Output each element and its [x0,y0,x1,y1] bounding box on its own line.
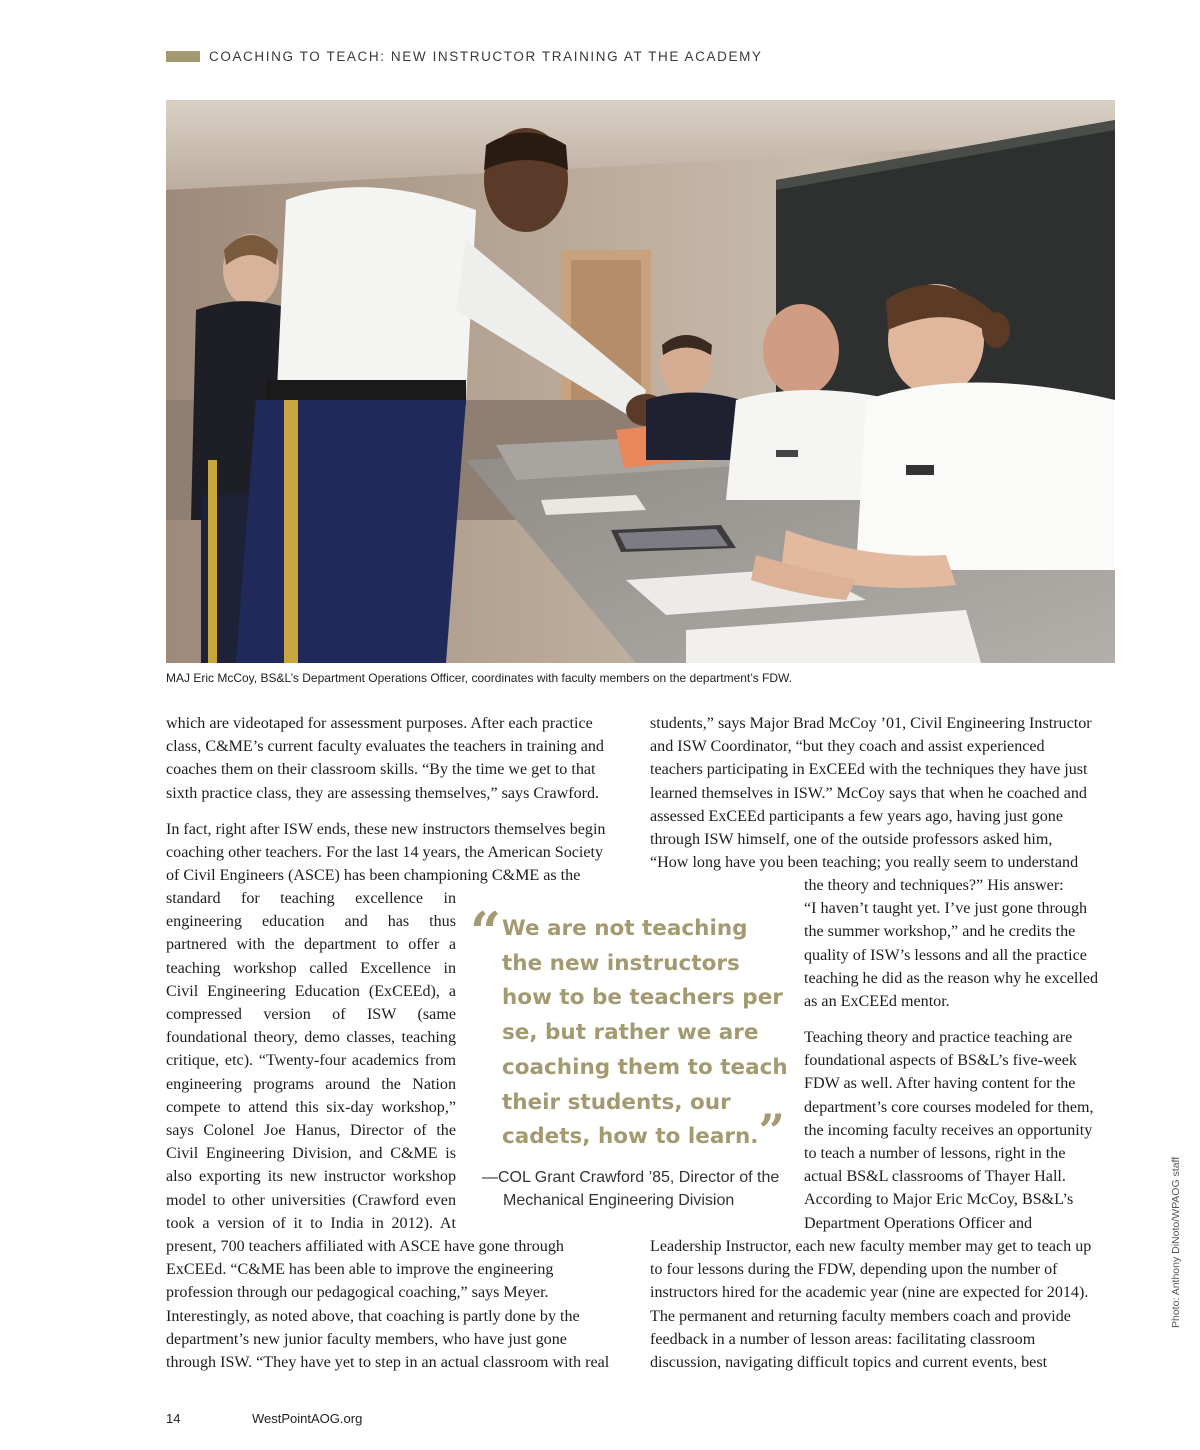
quote-line: We are not teaching [502,916,748,941]
header-accent-bar [166,51,200,62]
text-line: the summer workshop,” and he credits the [804,923,1076,941]
text-line: as an ExCEEd mentor. [804,993,950,1011]
col1-paragraph-1 [166,712,626,805]
text-line: instructors hired for the academic year (nine are expected for 2014). [650,1284,1089,1302]
col2-top-text [650,712,1115,874]
text-line: profession through our pedagogical coaching,” says Meyer. [166,1284,549,1302]
text-line: the theory and techniques?” His answer: [804,877,1064,894]
text-line: foundational theory, demo classes, teaching [166,1029,456,1047]
text-line: department’s new junior faculty members, who have just gone [166,1330,567,1348]
classroom-photo [166,100,1115,663]
text-line: department’s core courses modeled for them, [804,1098,1094,1116]
col2-wrapped-text-1 [804,874,1114,1013]
text-line: In fact, right after ISW ends, these new instructors themselves begin [166,821,606,838]
text-line: critique, etc). “Twenty-four academics from [166,1052,456,1070]
col1-paragraph-2 [166,818,626,888]
text-line: teachers participating in ExCEEd with the techniques they have just [650,761,1088,779]
text-line: to teach a number of lessons, right in the [804,1145,1066,1163]
text-line: assessed ExCEEd participants a few years ago, having just gone [650,807,1063,825]
quote-line: their students, our [502,1089,731,1115]
pull-quote-attribution [482,1166,779,1212]
text-line: discussion, navigating difficult topics and current events, best [650,1354,1048,1372]
text-line: The permanent and returning faculty members coach and provide [650,1307,1071,1325]
text-line: Leadership Instructor, each new faculty member may get to teach up [650,1238,1092,1255]
text-line: coaches them on their classroom skills. “By the time we get to that [166,761,596,779]
text-line: engineering education and has thus [166,913,456,931]
text-line: coaching other teachers. For the last 14 years, the American Society [166,844,604,862]
running-header [166,47,763,65]
attribution-line: Mechanical Engineering Division [503,1192,735,1209]
quote-line: how to be teachers per [502,985,783,1011]
text-line: says Colonel Joe Hanus, Director of the [166,1122,456,1140]
text-line: through ISW himself, one of the outside professors asked him, [650,831,1053,849]
text-line: engineering programs around the Nation [166,1075,456,1093]
text-line: teaching workshop called Excellence in [166,959,456,977]
text-line: Civil Engineering Division, and C&ME is [166,1145,456,1163]
classroom-photo-illustration [166,100,1115,663]
text-line: “How long have you been teaching; you really seem to understand [650,854,1079,872]
text-line: ExCEEd. “C&ME has been able to improve the engineering [166,1261,554,1279]
text-line: the incoming faculty receives an opportunity [804,1121,1093,1139]
photo-caption: MAJ Eric McCoy, BS&L’s Department Operations Officer, coordinates with faculty members on the department’s FDW. [166,671,793,685]
text-line: compete to attend this six-day workshop,” [166,1098,456,1116]
text-line: of Civil Engineers (ASCE) has been championing C&ME as the [166,867,581,885]
col1-wrapped-text [166,887,456,1235]
col1-bottom-text [166,1235,631,1374]
text-line: teaching he did as the reason why he excelled [804,969,1099,987]
quote-line: cadets, how to learn. [502,1124,759,1150]
quote-line: se, but rather we are [502,1020,759,1046]
footer-site-link[interactable]: WestPointAOG.org [252,1411,363,1426]
text-line: class, C&ME’s current faculty evaluates the teachers in training and [166,738,604,756]
text-line: which are videotaped for assessment purposes. After each practice [166,715,593,732]
pull-quote-text [502,912,788,1159]
open-quote-mark: “ [470,900,502,964]
text-line: sixth practice class, they are assessing themselves,” says Crawford. [166,784,600,802]
quote-last-line [502,1104,788,1159]
text-line: and ISW Coordinator, “but they coach and assist experienced [650,738,1045,756]
text-line: FDW as well. After having content for the [804,1075,1076,1093]
text-line: partnered with the department to offer a [166,936,456,954]
text-line: “I haven’t taught yet. I’ve just gone through [804,900,1088,918]
text-line: through ISW. “They have yet to step in an actual classroom with real [166,1354,610,1372]
text-line: quality of ISW’s lessons and all the practice [804,946,1087,964]
text-line: model to other universities (Crawford even [166,1191,456,1209]
text-line: present, 700 teachers affiliated with ASCE have gone through [166,1238,564,1255]
text-line: learned themselves in ISW.” McCoy says that when he coached and [650,784,1087,802]
text-line: compressed version of ISW (same [166,1006,456,1024]
text-line: standard for teaching excellence in [166,890,456,907]
page-number: 14 [166,1411,181,1426]
col2-wrapped-text-2 [804,1026,1114,1235]
photo-credit: Photo: Anthony DiNoto/WPAOG staff [1170,1156,1182,1328]
text-line: to four lessons during the FDW, depending upon the number of [650,1261,1058,1279]
close-quote-mark: ” [758,1104,785,1159]
text-line: actual BS&L classrooms of Thayer Hall. [804,1168,1066,1186]
text-line: Civil Engineering Education (ExCEEd), a [166,982,456,1000]
text-line: students,” says Major Brad McCoy ’01, Civil Engineering Instructor [650,715,1092,732]
text-line: Teaching theory and practice teaching are [804,1029,1073,1046]
text-line: foundational aspects of BS&L’s five-week [804,1052,1077,1070]
text-line: also exporting its new instructor workshop [166,1168,456,1186]
text-line: Interestingly, as noted above, that coaching is partly done by the [166,1307,580,1325]
text-line: took a version of it to India in 2012). At [166,1214,456,1232]
attribution-line: —COL Grant Crawford ’85, Director of the [482,1169,780,1186]
text-line: Department Operations Officer and [804,1214,1033,1232]
text-line: According to Major Eric McCoy, BS&L’s [804,1191,1074,1209]
quote-line: coaching them to teach [502,1054,788,1080]
col2-bottom-text [650,1235,1115,1374]
text-line: feedback in a number of lesson areas: facilitating classroom [650,1330,1036,1348]
quote-line: the new instructors [502,950,740,976]
section-title: COACHING TO TEACH: NEW INSTRUCTOR TRAINING AT THE ACADEMY [209,48,763,64]
